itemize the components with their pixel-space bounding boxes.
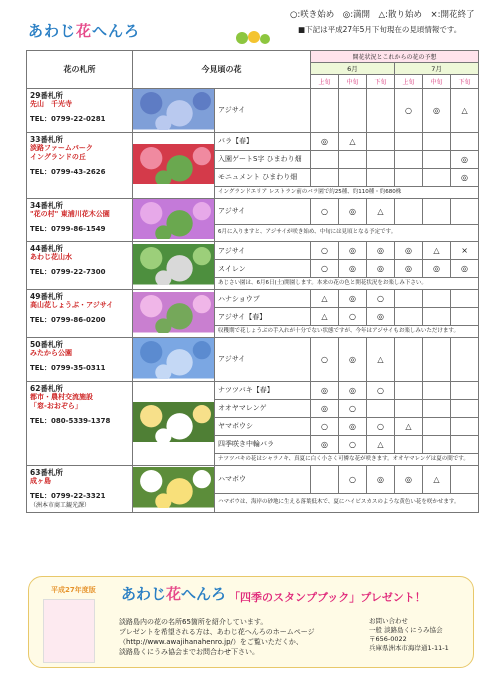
bloom-status-cell [451,198,479,224]
bloom-status-cell: ○ [311,417,339,435]
decade-header: 下旬 [367,75,395,89]
flower-photo-icon [133,244,214,285]
site-name: 都市・農村交流施設 「窓-おおぞら」 [30,392,93,410]
bloom-status-cell: ○ [311,198,339,224]
bloom-status-cell [367,168,395,186]
bloom-status-cell: ○ [367,417,395,435]
bloom-status-cell [451,132,479,150]
site-info [27,242,133,290]
flower-photo-icon [133,402,214,443]
bloom-status-cell [423,417,451,435]
bloom-status-cell [423,290,451,308]
bloom-status-cell [395,132,423,150]
bloom-status-cell: ◎ [311,132,339,150]
site-number: 34番札所 [30,200,63,210]
site-sub: （洲本市商工観光課） [30,501,91,509]
bloom-table [26,50,479,513]
bloom-status-cell: ◎ [451,168,479,186]
site-photo [133,338,215,382]
flower-photo-icon [133,467,214,508]
bloom-status-cell [451,435,479,453]
flower-name: ナツツバキ【春】 [215,381,311,399]
decade-header: 上旬 [311,75,339,89]
flower-name: 入園ゲートS字 ひまわり畑 [215,150,311,168]
bloom-status-cell: ◎ [339,381,367,399]
site-phone: TEL：0799-43-2626 [30,167,106,176]
bloom-status-cell [339,168,367,186]
bloom-status-cell [423,308,451,326]
bloom-status-cell [367,89,395,133]
bloom-status-cell: ◎ [339,417,367,435]
site-number: 33番札所 [30,134,63,144]
awaji-hana-henro-logo: あわじ花へんろ [28,22,141,40]
bloom-status-cell: △ [367,198,395,224]
site-info [27,89,133,133]
site-comment: イングランドエリア レストラン前のバラ園で約25種、約110種・約680株 [215,186,479,198]
site-phone: TEL：0799-22-3321 [30,491,106,500]
bloom-status-cell [423,150,451,168]
bloom-status-cell: × [451,242,479,260]
site-name: 高山花しょうぶ・アジサイ [30,301,114,309]
site-phone: TEL：0799-86-1549 [30,224,106,233]
site-comment: 6月に入りますと、アジサイが咲き始め、中旬には見頃となる予定です。 [215,224,479,241]
site-phone: TEL：0799-86-0200 [30,316,106,324]
bloom-status-cell [395,290,423,308]
bloom-status-cell: ◎ [367,242,395,260]
bloom-status-cell: ○ [339,308,367,326]
bloom-status-cell [423,381,451,399]
flower-name: アジサイ [215,338,311,382]
stamp-book-banner [28,576,474,668]
site-photo [133,242,215,290]
table-row [27,338,479,382]
site-info [27,132,133,198]
decade-header: 中旬 [423,75,451,89]
site-comment: ナツツバキの花はシャラノキ、真夏に白く小さく可憐な花が咲きます。オオヤマレンゲは夏の間です。 [215,453,479,465]
site-phone: TEL：080-5339-1378 [30,416,111,425]
bloom-status-cell [311,150,339,168]
bloom-status-cell [423,399,451,417]
site-photo [133,198,215,242]
bloom-status-cell: ○ [395,89,423,133]
bloom-status-cell: △ [339,132,367,150]
site-info [27,290,133,338]
bloom-status-cell [451,338,479,382]
bloom-status-cell: ◎ [339,338,367,382]
bloom-status-cell: ◎ [339,242,367,260]
stamp-book-image [43,599,95,663]
site-photo [133,290,215,338]
bloom-status-cell [367,150,395,168]
bloom-status-cell: ○ [311,338,339,382]
flower-photo-icon [133,199,214,240]
decade-header: 下旬 [451,75,479,89]
flower-name: アジサイ [215,198,311,224]
flower-name: モニュメント ひまわり畑 [215,168,311,186]
site-info [27,198,133,242]
bloom-status-cell: ○ [311,242,339,260]
bloom-status-cell [451,465,479,493]
bloom-status-cell: ◎ [311,399,339,417]
bloom-status-cell: △ [451,89,479,133]
site-comment: あじさい園は、6月6日(土)開園します。本来の花の色と開花状況をお楽しみ下さい。 [215,278,479,290]
campaign-title: 「四季のスタンプブック」プレゼント！ [229,591,426,604]
site-number: 44番札所 [30,244,63,253]
contact-info: お問い合わせ 一般 淡路島くにうみ協会 〒656-0022 兵庫県洲本市海岸通1-11-1 [369,617,449,652]
bloom-status-cell [311,465,339,493]
campaign-description: 淡路島内の花の名所65箇所を紹介しています。 プレゼントを希望される方は、あわじ花へんろのホームページ （http://www.awajihanahenro.jp/）をご覧いただくか、 淡路島くにうみ協会までお問合わせ下さい。 [119,618,315,656]
bloom-status-cell [451,417,479,435]
bloom-status-cell: ◎ [395,260,423,278]
site-photo [133,465,215,512]
site-comment: ハマボウは、海岸の砂地に生える落葉低木で、夏にハイビスカスのような黄色い花を咲かせます。 [215,493,479,512]
bloom-status-cell [395,308,423,326]
site-info [27,465,133,512]
bloom-status-cell [451,308,479,326]
bloom-status-cell [367,132,395,150]
bloom-status-cell: ◎ [339,198,367,224]
site-number: 63番札所 [30,467,63,477]
bloom-status-cell [395,381,423,399]
bloom-status-cell [395,198,423,224]
bloom-status-cell: △ [311,290,339,308]
site-number: 49番札所 [30,292,63,301]
site-name: "花の村" 東浦川花木公園 [30,209,110,218]
flower-photo-icon [133,292,214,333]
flower-name: アジサイ【春】 [215,308,311,326]
table-row [27,198,479,224]
bloom-status-cell: ○ [339,435,367,453]
banner-logo: あわじ花へんろ [121,585,227,603]
flower-photo-icon [133,338,214,379]
bloom-status-cell: ◎ [367,465,395,493]
site-phone: TEL：0799-35-0311 [30,364,106,372]
month-july: 7月 [395,63,479,75]
bloom-status-cell: △ [367,435,395,453]
flower-name: ハマボウ [215,465,311,493]
decade-header: 上旬 [395,75,423,89]
bloom-status-cell [311,168,339,186]
col-location-header: 花の札所 [27,51,133,89]
flower-name: ヤマボウシ [215,417,311,435]
bloom-status-cell: △ [423,465,451,493]
site-photo [133,381,215,465]
bloom-status-cell [423,198,451,224]
decade-header: 中旬 [339,75,367,89]
site-phone: TEL：0799-22-0281 [30,115,106,123]
bloom-status-cell: △ [423,242,451,260]
bloom-status-cell: ◎ [451,150,479,168]
bloom-status-cell [339,150,367,168]
bloom-status-cell [451,399,479,417]
site-number: 50番札所 [30,340,63,349]
edition-year: 平成27年度版 [51,586,96,594]
table-row [27,242,479,260]
bloom-status-cell: ◎ [451,260,479,278]
bloom-status-cell [395,435,423,453]
bloom-status-cell: ◎ [395,242,423,260]
bloom-status-cell: ◎ [367,260,395,278]
site-phone: TEL：0799-22-7300 [30,268,106,276]
bloom-status-cell [451,290,479,308]
site-number: 29番札所 [30,91,63,100]
bloom-status-cell: ◎ [339,290,367,308]
status-title: 開花状況とこれからの花の予想 [311,51,479,63]
site-comment: 収穫期で花しょうぶの手入れが十分でない状態ですが、今年はアジサイもお楽しみいただけます。 [215,326,479,338]
bloom-status-cell: ○ [311,260,339,278]
flower-photo-icon [133,144,214,185]
bloom-status-cell: ◎ [339,260,367,278]
site-info [27,338,133,382]
mascot-illustration [232,28,272,50]
table-row [27,465,479,493]
bloom-status-cell [339,89,367,133]
bloom-status-cell: ○ [339,399,367,417]
flower-name: オオヤマレンゲ [215,399,311,417]
bloom-status-cell [395,150,423,168]
table-row [27,290,479,308]
bloom-status-cell: △ [367,338,395,382]
bloom-status-cell [423,168,451,186]
site-info [27,381,133,465]
bloom-status-cell: △ [395,417,423,435]
bloom-table-wrapper [26,50,478,513]
bloom-status-cell [423,338,451,382]
col-flower-header: 今見頃の花 [133,51,311,89]
flower-photo-icon [133,89,214,130]
flower-name: 四季咲き中輪バラ [215,435,311,453]
site-name: 先山 千光寺 [30,100,72,108]
site-name: 淡路ファームパーク イングランドの丘 [30,143,93,161]
flower-name: バラ【春】 [215,132,311,150]
bloom-status-cell: ◎ [395,465,423,493]
bloom-status-cell: ◎ [423,260,451,278]
bloom-status-cell [423,132,451,150]
site-name: 成ヶ島 [30,476,51,485]
bloom-status-cell [423,435,451,453]
bloom-status-cell [451,381,479,399]
bloom-status-cell [367,399,395,417]
bloom-table-body [27,89,479,513]
site-photo [133,132,215,198]
table-row [27,89,479,133]
bloom-status-cell: ◎ [423,89,451,133]
month-june: 6月 [311,63,395,75]
bloom-status-cell [395,338,423,382]
flower-name: ハナショウブ [215,290,311,308]
bloom-status-cell: ◎ [367,308,395,326]
site-number: 62番札所 [30,383,63,393]
flower-name: アジサイ [215,242,311,260]
site-name: みたから公園 [30,349,72,357]
table-row [27,132,479,150]
bloom-status-cell: △ [311,308,339,326]
site-name: あわじ花山水 [30,253,72,261]
bloom-status-cell [395,399,423,417]
bloom-status-cell [311,89,339,133]
flower-name: スイレン [215,260,311,278]
bloom-status-cell [395,168,423,186]
table-row [27,381,479,399]
bloom-status-cell: ○ [367,381,395,399]
bloom-status-cell: ◎ [311,381,339,399]
site-photo [133,89,215,133]
bloom-status-cell: ○ [367,290,395,308]
bloom-legend: ○:咲き始め ◎:満開 △:散り始め ×:開花終了 [290,10,475,20]
bloom-status-cell: ○ [339,465,367,493]
bloom-status-cell: ◎ [311,435,339,453]
flower-name: アジサイ [215,89,311,133]
info-note: ■下記は平成27年5月下旬現在の見頃情報です。 [298,25,462,34]
